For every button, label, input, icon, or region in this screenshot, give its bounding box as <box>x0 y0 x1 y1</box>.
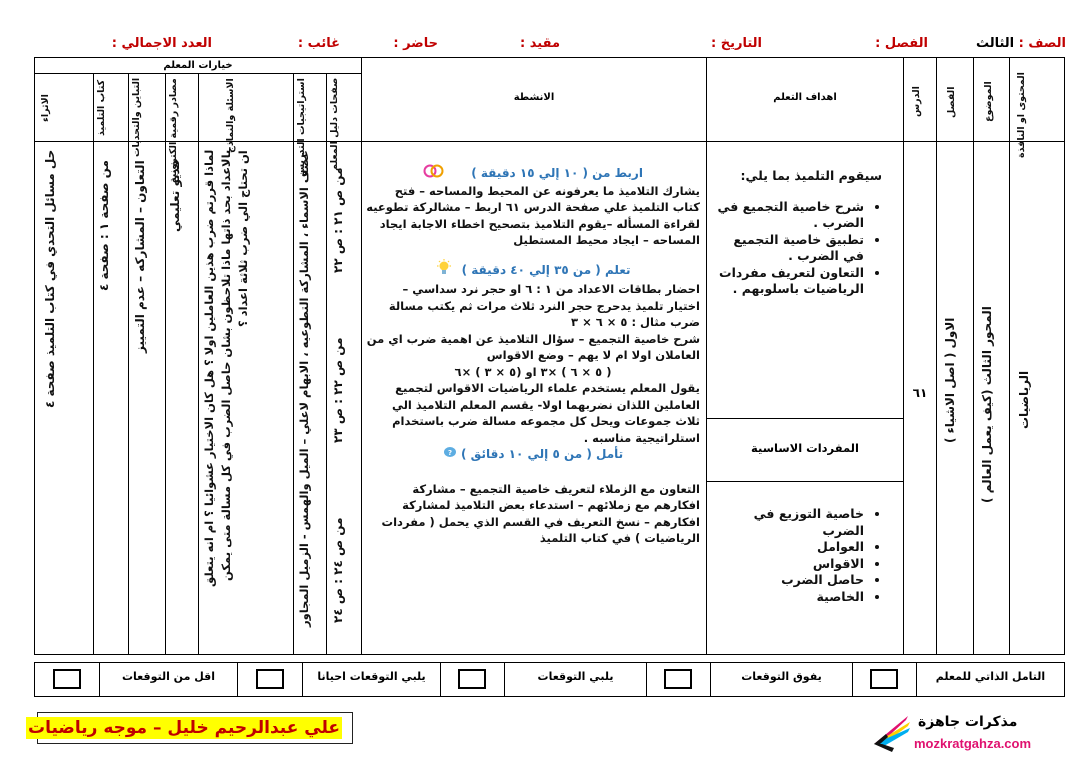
col-sep <box>361 57 362 655</box>
table-border-right <box>1064 57 1065 655</box>
exceeds-expectations-checkbox[interactable] <box>870 669 898 689</box>
vocab-header: المفردات الاساسية <box>751 441 859 455</box>
grade-label: الصف : <box>1018 36 1066 51</box>
meets-expectations-label: يلبي التوقعات <box>537 670 614 683</box>
enrichment-value: حل مسائل التحدي في كتاب التلميذ صفحة ٤ <box>43 150 57 409</box>
vocab-item: • العوامل <box>712 539 864 556</box>
vocab-item: • الخاصية <box>712 589 864 606</box>
content-area-value: الرياضيات <box>1017 370 1031 430</box>
col-sep <box>128 73 129 655</box>
author-name: علي عبدالرحيم خليل – موجه رياضيات <box>28 718 340 738</box>
present-label: حاضر : <box>393 36 438 51</box>
topic-value: المحور الثالث (كيف يعمل العالم ) <box>980 306 994 504</box>
col-sep <box>1009 57 1010 655</box>
col-header-enrichment: الاثراء <box>40 94 51 122</box>
below-expectations-label: اقل من التوقعات <box>121 670 216 683</box>
enrolled-label: مقيد : <box>520 36 560 51</box>
lightbulb-icon <box>435 259 453 282</box>
rating-sep <box>34 662 35 697</box>
differentiation-value: التعاون – المشاركه – عدم التمييز <box>133 160 147 353</box>
meets-expectations-checkbox[interactable] <box>664 669 692 689</box>
rating-border-top <box>34 662 1065 663</box>
questions-models-value: لماذا قررتم ضرب هذين العاملين اولا ؟ هل كان الاختيار عشوائيا ؟ ام انه يتعلق بالاعداد بحد ذاتها ماذا تلاحظون بشان حاصل الضرب في كل مسالة متى يمكن ان تحتاج الي ضرب ثلاثة اعداد ؟ <box>202 150 250 588</box>
col-sep <box>706 57 707 655</box>
goal-item: • تطبيق خاصية التجميع في الضرب . <box>712 232 864 265</box>
rating-sep <box>1064 662 1065 697</box>
reflect-bubble-icon <box>443 446 457 463</box>
goals-intro: سيقوم التلميذ بما يلي: <box>740 168 882 183</box>
grade-field <box>976 36 1066 51</box>
chapter-value: الاول ( اصل الاشياء ) <box>943 317 957 443</box>
rating-sep <box>440 662 441 697</box>
absent-label: غائب : <box>297 36 340 51</box>
col-header-learning-goals: اهداف التعلم <box>773 92 837 103</box>
col-sep <box>936 57 937 655</box>
logo-arabic-text: مذكرات جاهزة <box>918 714 1018 730</box>
vocab-item: • الاقواس <box>712 556 864 573</box>
sometimes-meets-label: يلبي التوقعات احيانا <box>317 670 426 683</box>
col-header-content-area: المحتوى او النافذة <box>1016 72 1027 158</box>
self-reflection-label: التامل الذاتي للمعلم <box>935 670 1046 683</box>
guide-pages-2: من ص ٢٢ : ص ٢٣ <box>331 337 345 443</box>
svg-text:?: ? <box>447 449 452 458</box>
col-header-chapter: الفصل <box>946 86 957 118</box>
lesson-value: ٦١ <box>912 386 928 400</box>
vocab-header-top <box>706 418 904 419</box>
site-logo <box>870 710 1050 760</box>
learn-text-2: شرح خاصية التجميع – سؤال التلاميذ عن اهمية ضرب اي من العاملان اولا ام لا يهم – وضع الاقواس <box>366 331 700 362</box>
guide-pages-3: من ص ٢٤ : ص ٢٤ <box>331 517 345 623</box>
col-header-student-book: كتاب التلميذ <box>96 79 107 137</box>
rating-sep <box>646 662 647 697</box>
col-header-digital-resources: مصادر رقمية الكترونية <box>168 78 179 183</box>
grade-value: الثالث <box>975 36 1015 51</box>
learning-goals <box>712 168 882 298</box>
author-box <box>28 712 353 744</box>
rating-border-bottom <box>34 696 1065 697</box>
reflect-section-title: تأمل ( من ٥ إلي ١٠ دقائق ) ? <box>366 446 700 463</box>
col-header-teacher-guide-pages: صفحات دليل المعلم <box>329 78 340 172</box>
term-label: الفصل : <box>875 36 928 51</box>
teaching-strategies-value: عصف الاسماء ، المشاركة التطوعيه ، الابهام لاعلي – الميل والهمس - الزميل المجاور <box>297 150 311 627</box>
col-sep <box>903 57 904 655</box>
total-label: العدد الاجمالي : <box>111 36 212 51</box>
guide-pages-1: من ص ٢١ : ص ٢٢ <box>331 167 345 273</box>
book-fan-icon <box>870 714 912 758</box>
learn-formula: ( ٥ × ٦ ) ×٣ او (٥ × ٣ ) ×٦ <box>454 364 612 379</box>
col-header-lesson: الدرس <box>911 86 922 118</box>
exceeds-expectations-label: يفوق التوقعات <box>741 670 822 683</box>
below-expectations-checkbox[interactable] <box>256 669 284 689</box>
goal-item: • التعاون لتعريف مفردات الرياضيات باسلوبهم . <box>712 265 864 298</box>
goals-list <box>712 199 882 298</box>
header-divider <box>34 141 1065 142</box>
rating-sep <box>237 662 238 697</box>
logo-url[interactable]: mozkratgahza.com <box>914 736 1032 751</box>
sometimes-meets-checkbox[interactable] <box>458 669 486 689</box>
reflect-text: التعاون مع الزملاء لتعريف خاصية التجميع – مشاركة افكارهم مع زملائهم – استدعاء بعض التلاميذ لمشاركة افكارهم – نسخ التعريف في القسم الذي يحمل ( مفردات الرياضيات ) في كتاب التلميذ <box>381 481 700 546</box>
col-sep <box>198 73 199 655</box>
col-sep <box>973 57 974 655</box>
table-border-left <box>34 57 35 655</box>
learn-text-3: يقول المعلم يستخدم علماء الرياضيات الاقواس لتجميع العاملين اللذان نضربهما اولا- يقسم المعلم التلاميذ الي ثلاث جموعات ويحل كل مجموعه مسالة ضرب باستخدام استلراتيجية مناسبه . <box>391 381 700 445</box>
vocab-header-bottom <box>706 481 904 482</box>
table-border-bottom <box>34 654 1065 655</box>
col-header-teaching-strategies: استراتيجيات التدريس <box>296 78 307 177</box>
student-book-value: من صفحة ١ : صفحة ٤ <box>97 160 111 291</box>
date-label: التاريخ : <box>711 36 762 51</box>
vocab-item: • خاصية التوزيع في الضرب <box>712 506 864 539</box>
col-sep <box>326 73 327 655</box>
goal-item: • شرح خاصية التجميع في الضرب . <box>712 199 864 232</box>
col-header-differentiation: التباين والتحديات <box>131 78 142 158</box>
vocab-item: • حاصل الضرب <box>712 572 864 589</box>
connect-section-title: اربط من ( ١٠ إلي ١٥ دقيقة ) <box>366 164 700 183</box>
col-header-questions-models: الاسئلة والنماذج <box>225 78 236 153</box>
vocab-list <box>712 506 882 605</box>
rating-sep <box>852 662 853 697</box>
learn-section-title: تعلم ( من ٣٥ إلي ٤٠ دقيقة ) <box>366 259 700 282</box>
connect-text: يشارك التلاميذ ما يعرفونه عن المحيط والمساحه – فتح كتاب التلميذ علي صفحة الدرس ٦١ اربط – مشالركة تطوعيه لقراءة المسأله –يقوم التلاميذ بتصحيح اخطاء الاجابة ايجاد المساحه – ايجاد محيط المستطيل <box>366 183 700 247</box>
rings-icon <box>423 164 445 183</box>
col-sep <box>93 73 94 655</box>
teacher-options-header: خيارات المعلم <box>163 60 233 71</box>
col-sep <box>293 73 294 655</box>
rating-extra-checkbox[interactable] <box>53 669 81 689</box>
col-header-topic: الموضوع <box>983 81 994 123</box>
col-header-activities: الانشطة <box>513 92 555 103</box>
digital-resources-value: فديو تعليمي <box>168 160 182 233</box>
activities-cell <box>366 164 700 547</box>
learn-text-1: احضار بطاقات الاعداد من ١ : ٦ او حجر نرد سداسي – اختيار تلميذ يدحرج حجر النرد ثلاث مرات ثم يكتب مسالة ضرب مثال : ٥ × ٦ × ٣ <box>388 282 700 329</box>
